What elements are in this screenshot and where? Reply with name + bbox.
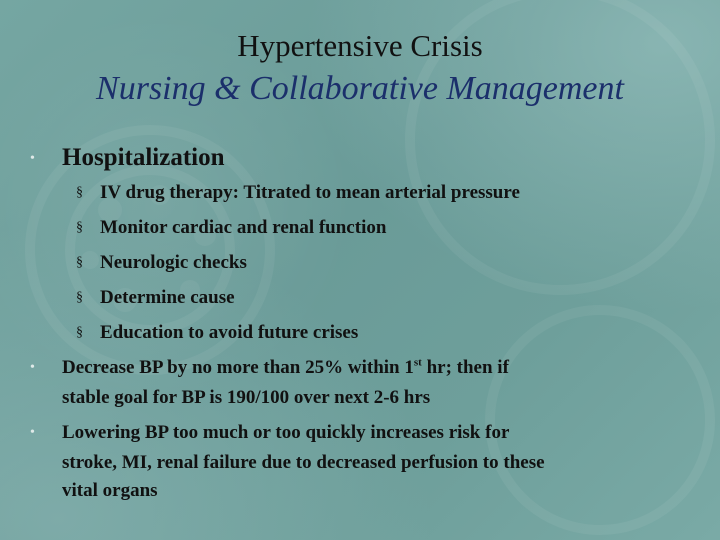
sub-bullet-glyph: § [76,290,83,305]
bullet-decrease-bp-line2: stable goal for BP is 190/100 over next 2-6 hrs [62,387,431,408]
superscript-st: st [413,356,422,369]
slide-subtitle: Nursing & Collaborative Management [96,70,624,107]
bullet-glyph: • [30,360,35,375]
subitem-monitor-function: Monitor cardiac and renal function [100,217,387,238]
sub-bullet-glyph: § [76,185,83,200]
bullet-decrease-bp-text-a: Decrease BP by no more than 25% within 1 [62,357,414,378]
sub-bullet-glyph: § [76,325,83,340]
bullet-hospitalization: Hospitalization [62,144,225,171]
bullet-decrease-bp-text-b: hr; then if [421,357,509,378]
bullet-lowering-bp-line2: stroke, MI, renal failure due to decreased perfusion to these [62,452,545,473]
subitem-education: Education to avoid future crises [100,322,359,343]
bullet-glyph: • [30,425,35,440]
subitem-determine-cause: Determine cause [100,287,235,308]
subitem-iv-drug-therapy: IV drug therapy: Titrated to mean arterial pressure [100,182,520,203]
bullet-glyph: • [30,151,35,166]
sub-bullet-glyph: § [76,255,83,270]
sub-bullet-glyph: § [76,220,83,235]
bullet-lowering-bp-line3: vital organs [62,480,158,501]
bullet-lowering-bp-line1: Lowering BP too much or too quickly increases risk for [62,422,510,443]
slide-title: Hypertensive Crisis [237,28,483,63]
bullet-decrease-bp-line1 [62,356,509,380]
subitem-neurologic-checks: Neurologic checks [100,252,247,273]
